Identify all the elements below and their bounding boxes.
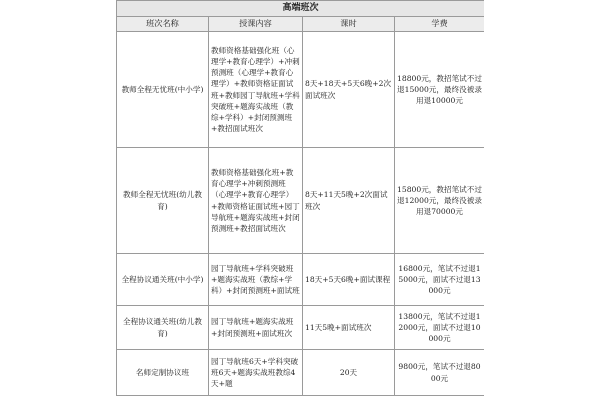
fee-cell: 15800元，教招笔试不过退12000元，最终没被录用退70000元 [395, 148, 485, 254]
hours-cell: 8天+11天5晚+2次面试班次 [303, 148, 395, 254]
content-cell: 园丁导航班6天+学科突破班6天+题海实战班教综4天+题 [209, 350, 303, 396]
hours-cell: 18天+5天6晚+面试课程 [303, 254, 395, 306]
class-name-cell: 教师全程无忧班(中小学) [117, 32, 209, 148]
table-row [117, 350, 485, 396]
table-row [117, 306, 485, 350]
fee-cell: 13800元，笔试不过退12000元，面试不过退10000元 [395, 306, 485, 350]
course-table [116, 0, 484, 396]
fee-cell: 16800元，笔试不过退15000元，面试不过退13000元 [395, 254, 485, 306]
header-content: 授课内容 [209, 17, 303, 32]
hours-cell: 20天 [303, 350, 395, 396]
table-row [117, 32, 485, 148]
fee-cell: 9800元，笔试不过退8000元 [395, 350, 485, 396]
table-title: 高端班次 [117, 1, 485, 17]
hours-cell: 8天+18天+5天6晚+2次面试班次 [303, 32, 395, 148]
content-cell: 园丁导航班+学科突破班+题海实战班（教综+学科）+封闭预测班+面试班 [209, 254, 303, 306]
document-page [116, 0, 484, 400]
class-name-cell: 名师定制协议班 [117, 350, 209, 396]
content-cell: 教师资格基础强化班+教育心理学+冲刺预测班（心理学+教育心理学）+教师资格证面试班+园丁导航班+题海实战班+封闭预测班+教招面试班次 [209, 148, 303, 254]
hours-cell: 11天5晚+面试班次 [303, 306, 395, 350]
fee-cell: 18800元，教招笔试不过退15000元，最终没被录用退10000元 [395, 32, 485, 148]
header-class-name: 班次名称 [117, 17, 209, 32]
content-cell: 园丁导航班+题海实战班+封闭预测班+面试班次 [209, 306, 303, 350]
table-row [117, 148, 485, 254]
header-fee: 学费 [395, 17, 485, 32]
table-title-row [117, 1, 485, 17]
table-header-row [117, 17, 485, 32]
header-hours: 课时 [303, 17, 395, 32]
class-name-cell: 全程协议通关班(中小学) [117, 254, 209, 306]
content-cell: 教师资格基础强化班（心理学+教育心理学）+冲刺预测班（心理学+教育心理学）+教师资格证面试班+教师园丁导航班+学科突破班+题海实战班（教综+学科）+封闭预测班+教招面试班次 [209, 32, 303, 148]
class-name-cell: 全程协议通关班(幼儿教育) [117, 306, 209, 350]
class-name-cell: 教师全程无忧班(幼儿教育) [117, 148, 209, 254]
table-row [117, 254, 485, 306]
